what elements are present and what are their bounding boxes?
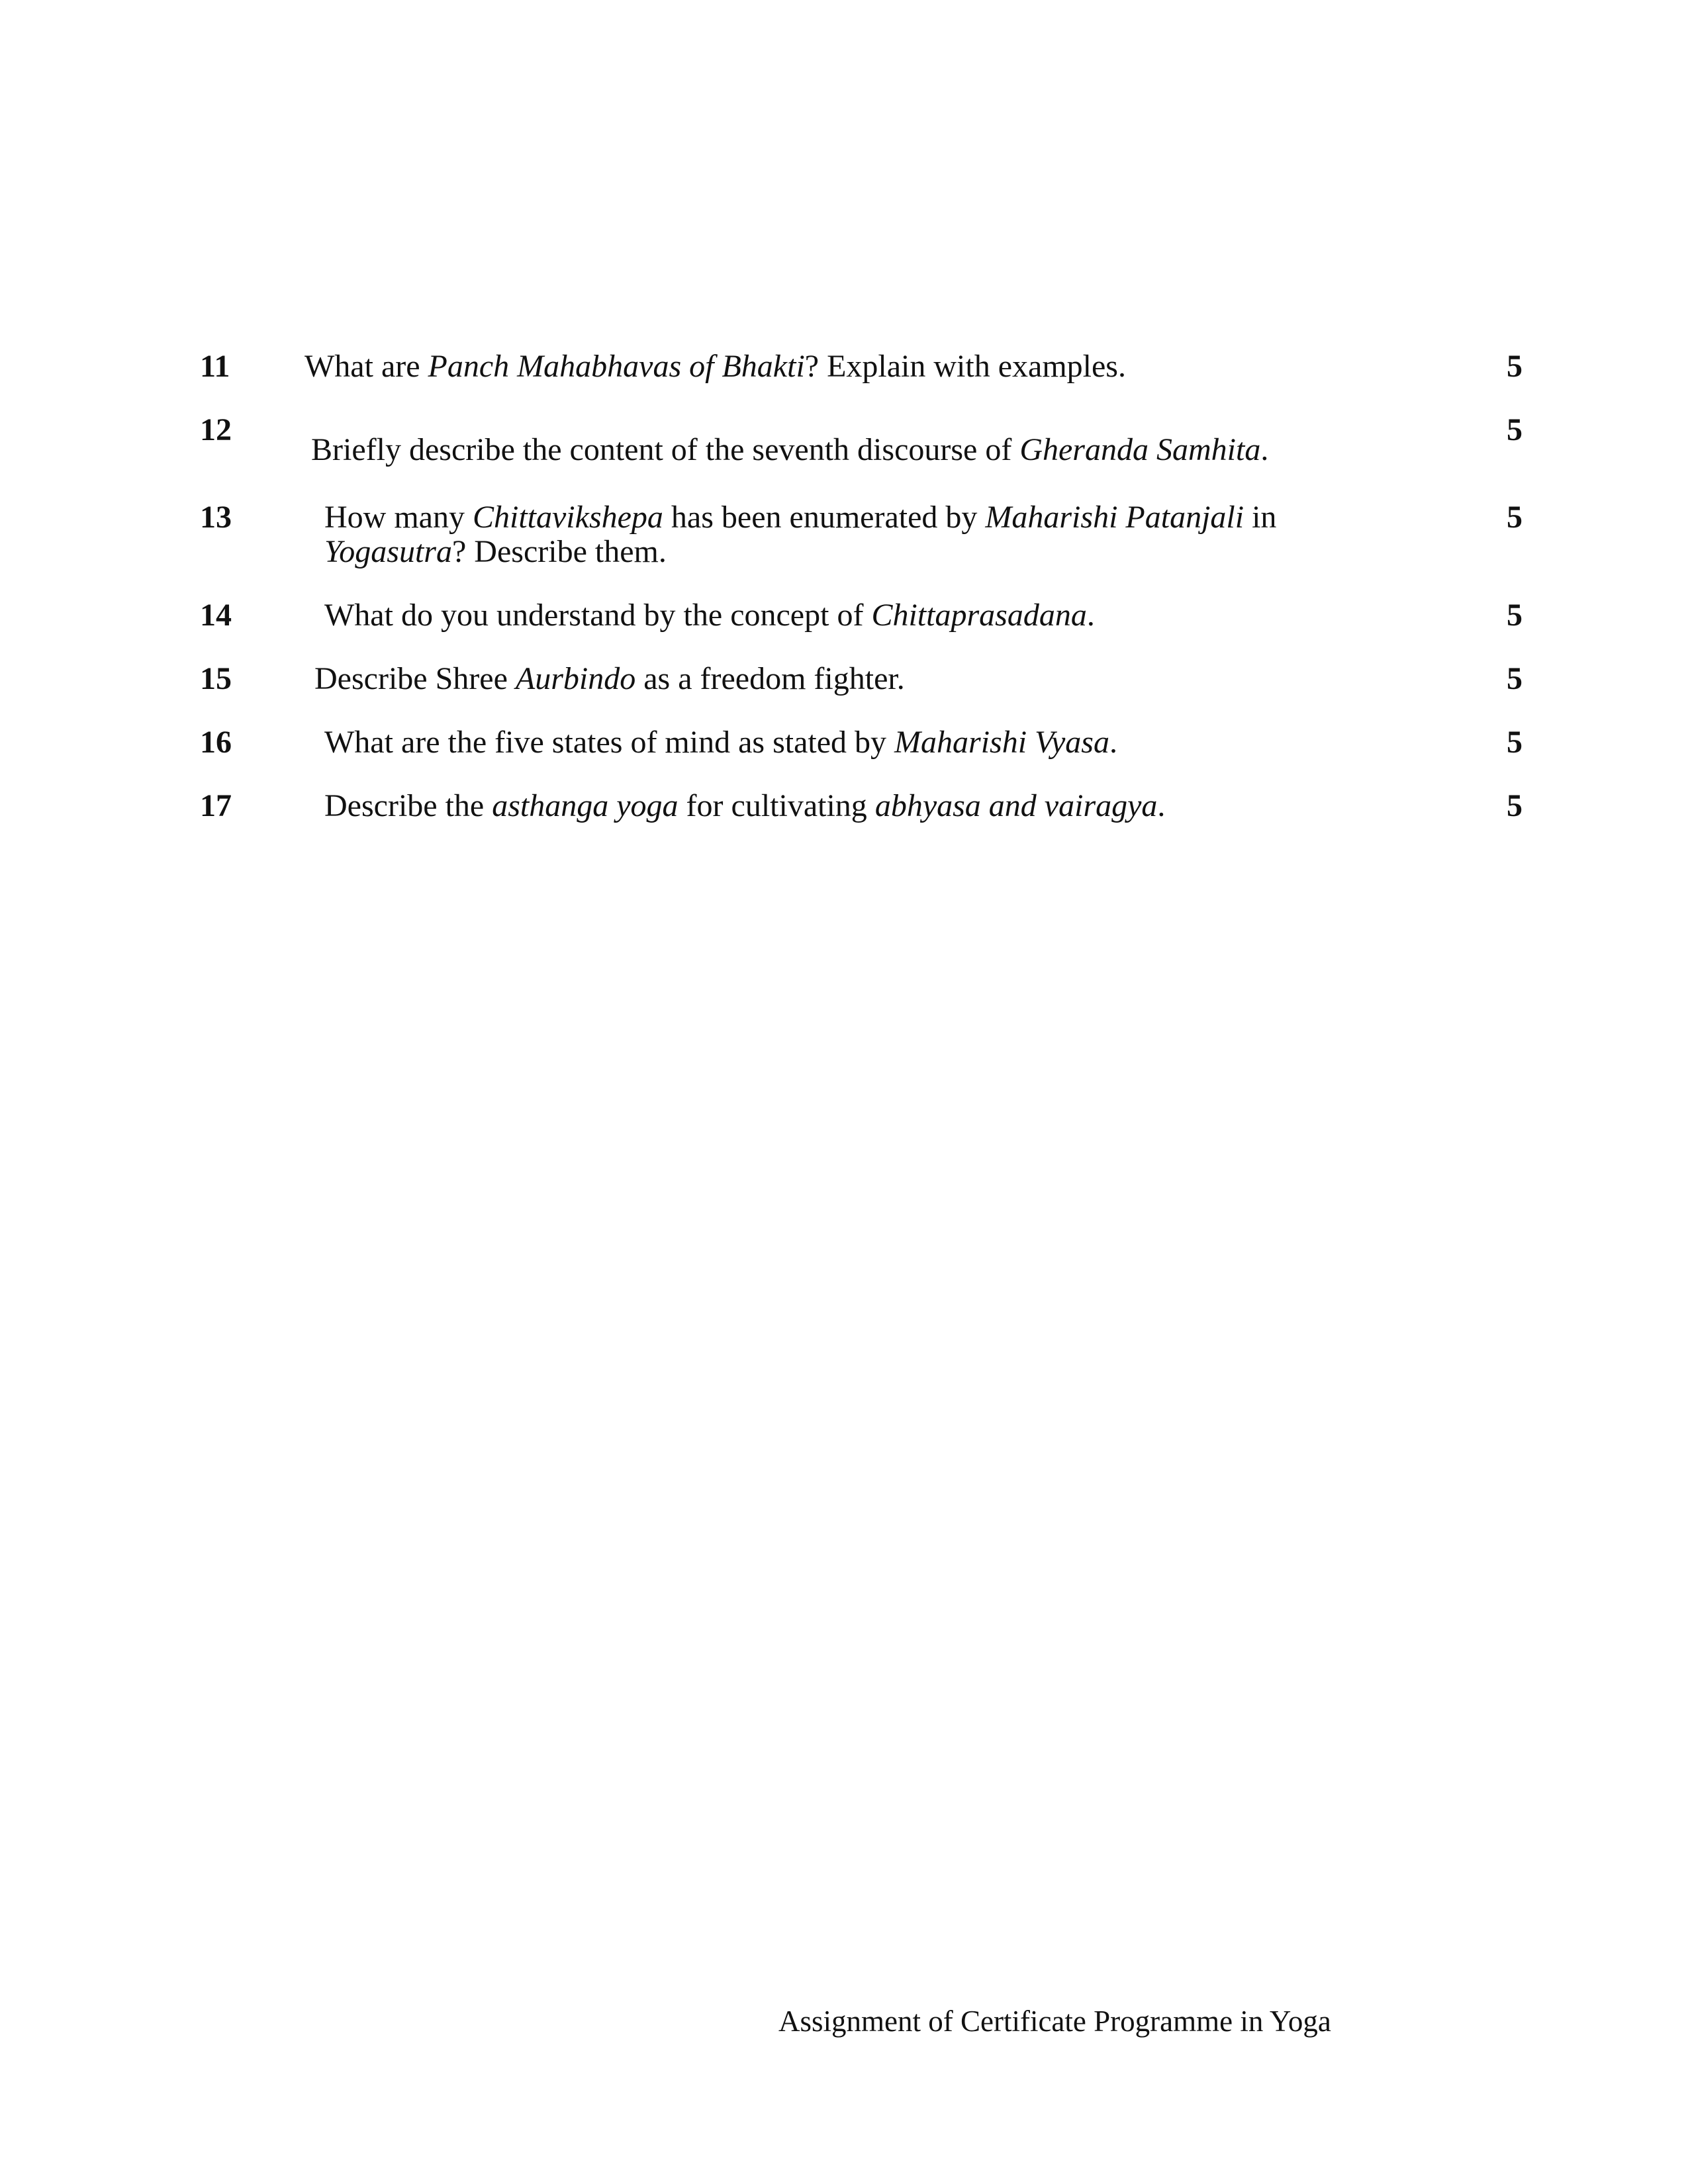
question-text-segment: What are the five states of mind as stated by <box>324 725 895 760</box>
question-text-line-1 <box>324 500 1276 535</box>
question-text-italic: Aurbindo <box>515 661 636 696</box>
question-text <box>324 789 1165 823</box>
question-marks: 5 <box>1507 412 1523 447</box>
question-text <box>324 725 1117 760</box>
question-text-segment: . <box>1109 725 1117 760</box>
question-marks: 5 <box>1507 349 1523 384</box>
question-text-segment: as a freedom fighter. <box>635 661 905 696</box>
question-marks: 5 <box>1507 788 1523 823</box>
question-text <box>305 349 1126 384</box>
question-text-segment: . <box>1260 432 1269 467</box>
question-text-italic: asthanga yoga <box>492 788 679 823</box>
question-number: 17 <box>200 788 232 823</box>
question-text <box>324 598 1095 633</box>
question-number: 16 <box>200 725 232 760</box>
question-number: 15 <box>200 661 232 696</box>
question-text-segment: How many <box>324 500 473 535</box>
question-text-segment: in <box>1244 500 1277 535</box>
question-text-italic: Yogasutra <box>324 534 452 569</box>
question-text-segment: ? Describe them. <box>451 534 667 569</box>
question-marks: 5 <box>1507 725 1523 760</box>
question-text-italic: Maharishi Vyasa <box>894 725 1109 760</box>
question-marks: 5 <box>1507 500 1523 535</box>
question-text-italic: abhyasa and vairagya <box>874 788 1158 823</box>
question-text-italic: Maharishi Patanjali <box>985 500 1244 535</box>
question-number: 14 <box>200 598 232 633</box>
question-marks: 5 <box>1507 661 1523 696</box>
question-text-segment: has been enumerated by <box>663 500 986 535</box>
question-number: 11 <box>200 349 230 384</box>
question-text-segment: . <box>1157 788 1166 823</box>
question-text-italic: Chittaprasadana <box>871 598 1087 633</box>
question-text-segment: Describe Shree <box>314 661 516 696</box>
question-text-segment: . <box>1086 598 1095 633</box>
question-text-italic: Gheranda Samhita <box>1019 432 1261 467</box>
question-text-segment: What are <box>305 349 428 384</box>
question-text <box>311 433 1268 467</box>
question-number: 13 <box>200 500 232 535</box>
question-text-segment: ? Explain with examples. <box>804 349 1126 384</box>
question-text-italic: Chittavikshepa <box>472 500 663 535</box>
question-text-segment: for cultivating <box>678 788 875 823</box>
question-text-segment: What do you understand by the concept of <box>324 598 872 633</box>
question-text-line-2 <box>324 535 667 569</box>
question-marks: 5 <box>1507 598 1523 633</box>
question-text-italic: Panch Mahabhavas of Bhakti <box>428 349 805 384</box>
question-text <box>314 662 905 696</box>
page-footer: Assignment of Certificate Programme in Yoga <box>778 2005 1331 2038</box>
question-text-segment: Describe the <box>324 788 492 823</box>
question-number: 12 <box>200 412 232 447</box>
question-text-segment: Briefly describe the content of the seventh discourse of <box>311 432 1020 467</box>
